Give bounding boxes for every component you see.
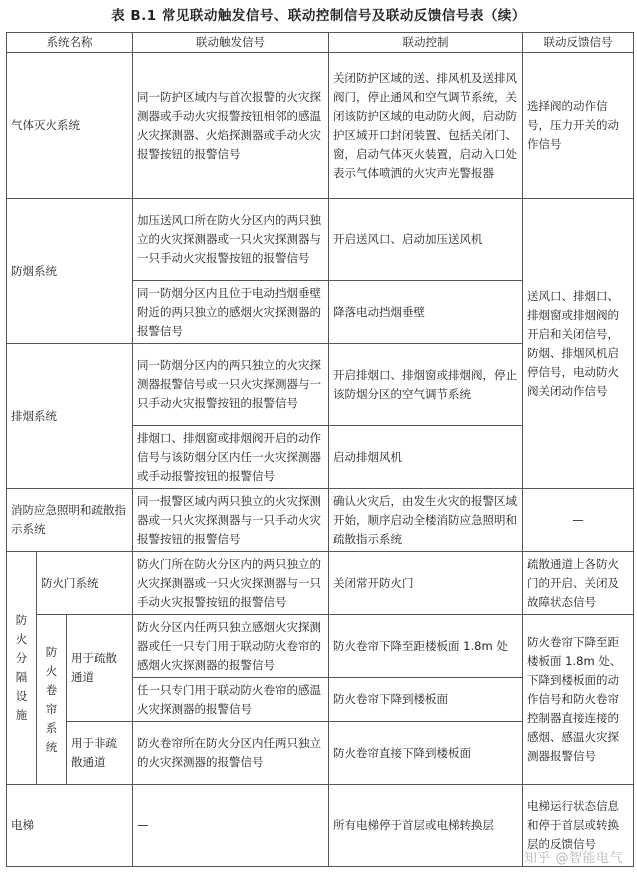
system-name-elevator: 电梯 — [7, 785, 133, 867]
system-name-smoke-prevention: 防烟系统 — [7, 199, 133, 344]
smoke-exhaust-control-2: 启动排烟风机 — [329, 426, 523, 489]
subsystem-name-fire-door: 防火门系统 — [37, 552, 133, 615]
smoke-exhaust-control-1: 开启排烟口、排烟窗或排烟阀，停止该防烟分区的空气调节系统 — [329, 344, 523, 426]
table-title: 表 B.1 常见联动触发信号、联动控制信号及联动反馈信号表（续） — [111, 8, 526, 24]
fire-separation-label: 防 火 分 隔 设 施 — [15, 613, 28, 722]
fire-door-trigger: 防火门所在防火分区内的两只独立的火灾探测器或一只火灾探测器与一只手动火灾报警按钮的报警信号 — [133, 552, 329, 615]
fire-door-feedback: 疏散通道上各防火门的开启、关闭及故障状态信号 — [523, 552, 634, 615]
fire-shutter-label: 防 火 卷 帘 系 统 — [45, 644, 58, 754]
elevator-trigger: — — [133, 785, 329, 867]
watermark: 知乎 @智能电气 — [523, 851, 623, 866]
subsystem-name-fire-shutter — [37, 615, 67, 785]
emergency-feedback: — — [523, 489, 634, 552]
smoke-exhaust-trigger-1: 同一防烟分区内的两只独立的火灾探测器报警信号或一只火灾探测器与一只手动火灾报警按钮的报警信号 — [133, 344, 329, 426]
shutter-evac-control-2: 防火卷帘下降到楼板面 — [329, 678, 523, 722]
system-name-smoke-exhaust: 排烟系统 — [7, 344, 133, 489]
shutter-evac-control-1: 防火卷帘下降至距楼板面 1.8m 处 — [329, 615, 523, 678]
table-row — [7, 489, 634, 552]
shutter-evac-trigger-2: 任一只专门用于联动防火卷帘的感温火灾探测器的报警信号 — [133, 678, 329, 722]
emergency-trigger: 同一报警区域内两只独立的火灾探测器或一只火灾探测器与一只手动火灾报警按钮的报警信号 — [133, 489, 329, 552]
table-row — [7, 552, 634, 615]
shutter-evac-trigger-1: 防火分区内任两只独立感烟火灾探测器或任一只专门用于联动防火卷帘的感烟火灾探测器的报警信号 — [133, 615, 329, 678]
smoke-prevention-control-1: 开启送风口、启动加压送风机 — [329, 199, 523, 281]
fire-door-control: 关闭常开防火门 — [329, 552, 523, 615]
linkage-signal-table — [6, 32, 634, 867]
smoke-feedback: 送风口、排烟口、排烟窗或排烟阀的开启和关闭信号，防烟、排烟风机启停信号，电动防火阀关闭动作信号 — [523, 199, 634, 489]
smoke-exhaust-trigger-2: 排烟口、排烟窗或排烟阀开启的动作信号与该防烟分区内任一火灾探测器或手动报警按钮的报警信号 — [133, 426, 329, 489]
system-name-emergency: 消防应急照明和疏散指示系统 — [7, 489, 133, 552]
system-name-fire-separation — [7, 552, 37, 785]
table-row — [7, 199, 634, 281]
gas-trigger: 同一防护区域内与首次报警的火灾探测器或手动火灾报警按钮相邻的感温火灾探测器、火焰探测器或手动火灾报警按钮的报警信号 — [133, 53, 329, 199]
shutter-nonevac-control: 防火卷帘直接下降到楼板面 — [329, 722, 523, 785]
gas-feedback: 选择阀的动作信号，压力开关的动作信号 — [523, 53, 634, 199]
elevator-feedback: 电梯运行状态信息和停于首层或转换层的反馈信号 — [523, 785, 634, 867]
shutter-nonevac-name: 用于非疏散通道 — [67, 722, 133, 785]
gas-control: 关闭防护区域的送、排风机及送排风阀门，停止通风和空气调节系统，关闭该防护区域的电动防火阀，启动防护区域开口封闭装置、包括关闭门、窗，启动气体灭火装置，启动入口处表示气体喷洒的火灾声光警报器 — [329, 53, 523, 199]
shutter-evac-name: 用于疏散通道 — [67, 615, 133, 722]
header-feedback: 联动反馈信号 — [523, 33, 634, 53]
smoke-prevention-control-2: 降落电动挡烟垂壁 — [329, 281, 523, 344]
system-name-gas: 气体灭火系统 — [7, 53, 133, 199]
header-control: 联动控制 — [329, 33, 523, 53]
header-trigger: 联动触发信号 — [133, 33, 329, 53]
shutter-feedback: 防火卷帘下降至距楼板面 1.8m 处、下降到楼板面的动作信号和防火卷帘控制器直接连接的感烟、感温火灾探测器报警信号 — [523, 615, 634, 785]
shutter-nonevac-trigger: 防火卷帘所在防火分区内任两只独立的火灾探测器的报警信号 — [133, 722, 329, 785]
emergency-control: 确认火灾后，由发生火灾的报警区域开始，顺序启动全楼消防应急照明和疏散指示系统 — [329, 489, 523, 552]
table-row — [7, 53, 634, 199]
smoke-prevention-trigger-2: 同一防烟分区内且位于电动挡烟垂壁附近的两只独立的感烟火灾探测器的报警信号 — [133, 281, 329, 344]
header-system: 系统名称 — [7, 33, 133, 53]
table-row — [7, 615, 634, 678]
header-row — [7, 33, 634, 53]
smoke-prevention-trigger-1: 加压送风口所在防火分区内的两只独立的火灾探测器或一只火灾探测器与一只手动火灾报警按钮的报警信号 — [133, 199, 329, 281]
elevator-control: 所有电梯停于首层或电梯转换层 — [329, 785, 523, 867]
